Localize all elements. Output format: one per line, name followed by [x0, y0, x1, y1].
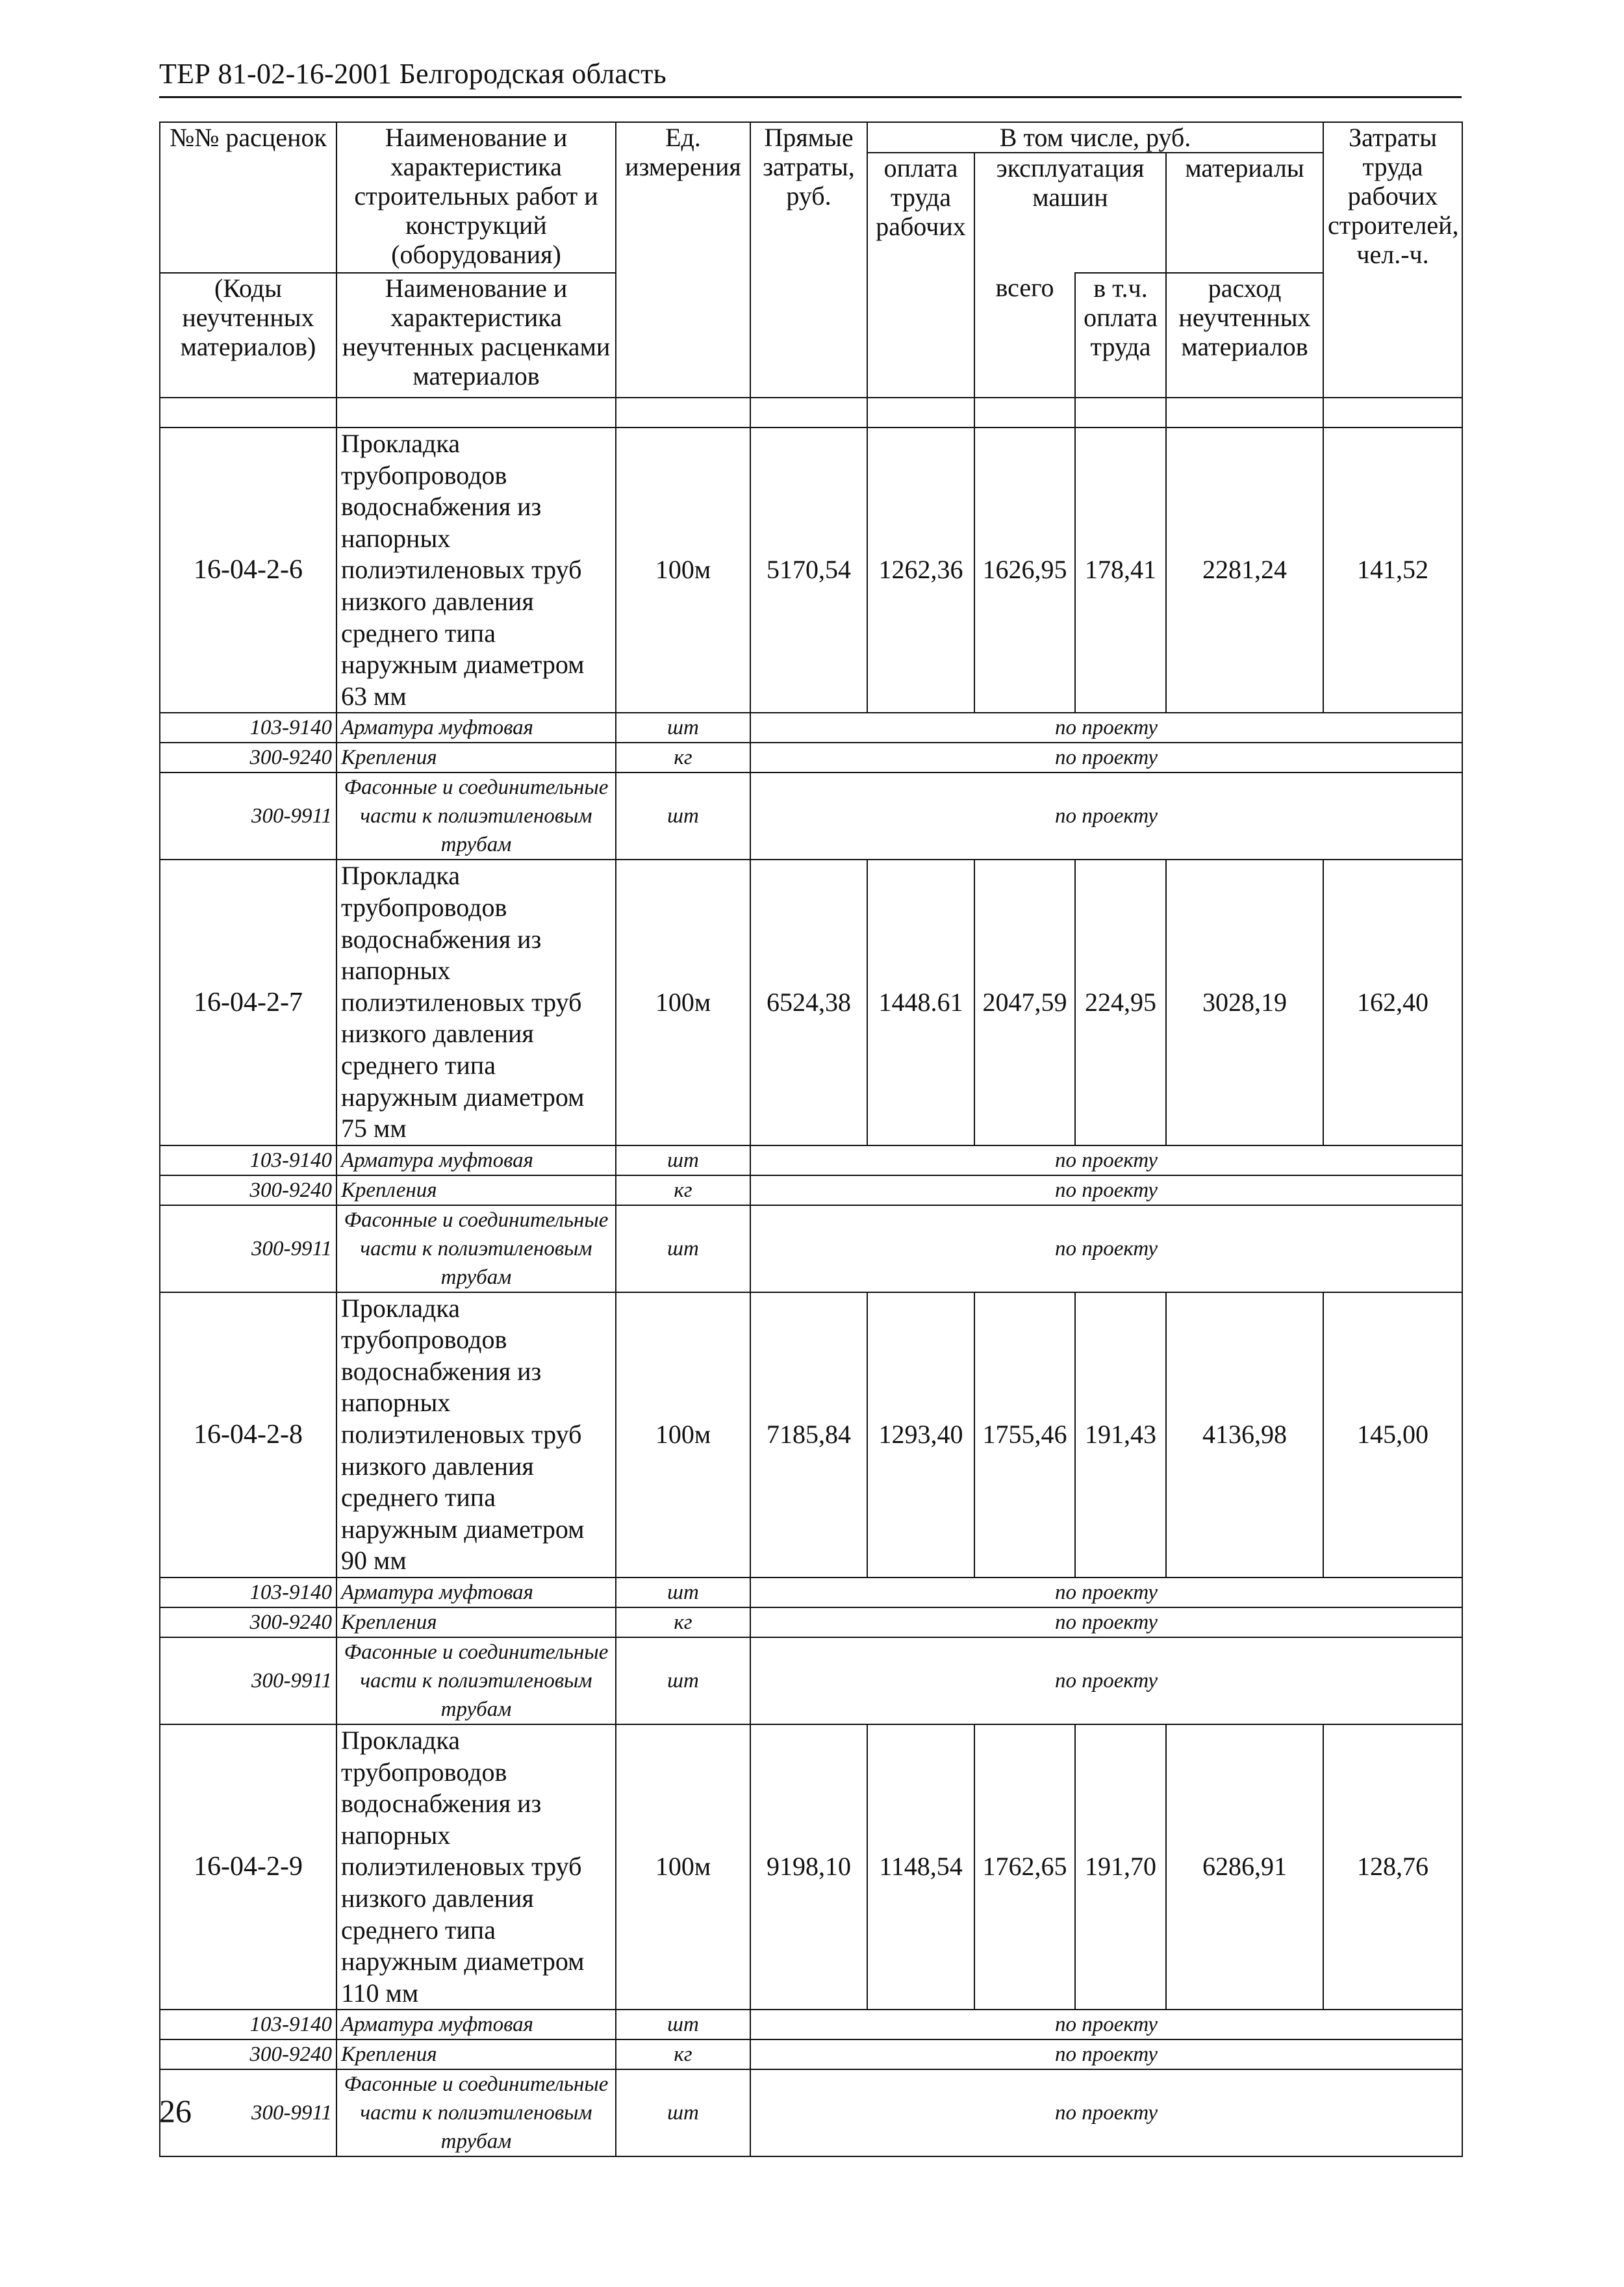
direct-cost: 6524,38 [750, 860, 867, 1145]
header-machines-total: всего [974, 273, 1075, 398]
machines-total: 1762,65 [974, 1724, 1075, 2010]
header-labor-hours: Затраты труда рабочих строителей, чел.-ч. [1323, 122, 1462, 398]
labor-pay: 1448.61 [867, 860, 974, 1145]
machines-labor-pay: 191,43 [1075, 1292, 1166, 1578]
labor-hours: 128,76 [1323, 1724, 1462, 2010]
material-name: Арматура муфтовая [336, 1145, 616, 1175]
material-unit: шт [616, 773, 750, 860]
material-name: Крепления [336, 1607, 616, 1637]
material-name: Крепления [336, 743, 616, 773]
header-unit: Ед. измерения [616, 122, 750, 398]
material-note: по проекту [750, 773, 1462, 860]
material-unit: шт [616, 1578, 750, 1607]
material-note: по проекту [750, 2039, 1462, 2069]
material-note: по проекту [750, 1607, 1462, 1637]
material-row [160, 2069, 1462, 2156]
material-name: Крепления [336, 2039, 616, 2069]
material-unit: кг [616, 1607, 750, 1637]
unit-cell: 100м [616, 1292, 750, 1578]
material-unit: шт [616, 1205, 750, 1292]
material-code: 103-9140 [160, 1145, 336, 1175]
labor-hours: 145,00 [1323, 1292, 1462, 1578]
unit-cell: 100м [616, 428, 750, 713]
material-name: Фасонные и соединительные части к полиэтиленовым трубам [336, 2069, 616, 2156]
materials-cost: 2281,24 [1166, 428, 1323, 713]
material-unit: шт [616, 1145, 750, 1175]
header-rule [159, 96, 1462, 98]
material-unit: кг [616, 2039, 750, 2069]
machines-total: 1755,46 [974, 1292, 1075, 1578]
material-row [160, 2039, 1462, 2069]
material-row [160, 1607, 1462, 1637]
rate-code: 16-04-2-7 [160, 860, 336, 1145]
material-name: Фасонные и соединительные части к полиэтиленовым трубам [336, 1205, 616, 1292]
material-row [160, 1175, 1462, 1205]
material-row [160, 743, 1462, 773]
header-machines-pay: в т.ч. оплата труда [1075, 273, 1166, 398]
material-unit: шт [616, 2010, 750, 2039]
unit-cell: 100м [616, 860, 750, 1145]
rate-code: 16-04-2-8 [160, 1292, 336, 1578]
material-name: Крепления [336, 1175, 616, 1205]
labor-pay: 1148,54 [867, 1724, 974, 2010]
materials-cost: 4136,98 [1166, 1292, 1323, 1578]
material-unit: шт [616, 2069, 750, 2156]
material-name: Фасонные и соединительные части к полиэтиленовым трубам [336, 773, 616, 860]
work-name: Прокладка трубопроводов водоснабжения из напорных полиэтиленовых труб низкого давления среднего типа наружным диаметром 110 мм [336, 1724, 616, 2010]
material-note: по проекту [750, 1175, 1462, 1205]
direct-cost: 7185,84 [750, 1292, 867, 1578]
machines-total: 1626,95 [974, 428, 1075, 713]
page-title: ТЕР 81-02-16-2001 Белгородская область [159, 58, 667, 90]
material-unit: кг [616, 743, 750, 773]
material-code: 300-9911 [160, 1637, 336, 1724]
labor-hours: 141,52 [1323, 428, 1462, 713]
rate-code: 16-04-2-6 [160, 428, 336, 713]
material-row [160, 1145, 1462, 1175]
page-number: 26 [159, 2093, 192, 2129]
labor-pay: 1262,36 [867, 428, 974, 713]
rate-code: 16-04-2-9 [160, 1724, 336, 2010]
unit-cell: 100м [616, 1724, 750, 2010]
material-note: по проекту [750, 1145, 1462, 1175]
material-code: 103-9140 [160, 2010, 336, 2039]
material-row [160, 1637, 1462, 1724]
material-code: 300-9240 [160, 1607, 336, 1637]
labor-hours: 162,40 [1323, 860, 1462, 1145]
material-code: 300-9240 [160, 1175, 336, 1205]
work-name: Прокладка трубопроводов водоснабжения из напорных полиэтиленовых труб низкого давления среднего типа наружным диаметром 63 мм [336, 428, 616, 713]
material-unit: шт [616, 1637, 750, 1724]
material-name: Арматура муфтовая [336, 2010, 616, 2039]
table-body [160, 398, 1462, 2156]
materials-cost: 6286,91 [1166, 1724, 1323, 2010]
work-name: Прокладка трубопроводов водоснабжения из напорных полиэтиленовых труб низкого давления среднего типа наружным диаметром 90 мм [336, 1292, 616, 1578]
material-name: Фасонные и соединительные части к полиэтиленовым трубам [336, 1637, 616, 1724]
table-row [160, 1292, 1462, 1578]
material-note: по проекту [750, 1637, 1462, 1724]
direct-cost: 5170,54 [750, 428, 867, 713]
material-code: 300-9911 [160, 2069, 336, 2156]
table-header [160, 122, 1462, 398]
material-code: 300-9240 [160, 743, 336, 773]
material-note: по проекту [750, 1578, 1462, 1607]
rates-table [159, 121, 1463, 2157]
direct-cost: 9198,10 [750, 1724, 867, 2010]
material-code: 103-9140 [160, 1578, 336, 1607]
material-note: по проекту [750, 1205, 1462, 1292]
header-materials: материалы [1166, 153, 1323, 273]
header-machines: эксплуатация машин [974, 153, 1166, 273]
labor-pay: 1293,40 [867, 1292, 974, 1578]
header-name: Наименование и характеристика строительных работ и конструкций (оборудования) [336, 122, 616, 273]
material-unit: кг [616, 1175, 750, 1205]
material-row [160, 2010, 1462, 2039]
material-code: 103-9140 [160, 713, 336, 743]
material-note: по проекту [750, 743, 1462, 773]
header-direct: Прямые затраты, руб. [750, 122, 867, 398]
header-rates: №№ расценок [160, 122, 336, 273]
material-note: по проекту [750, 2010, 1462, 2039]
material-note: по проекту [750, 713, 1462, 743]
machines-total: 2047,59 [974, 860, 1075, 1145]
table-row [160, 428, 1462, 713]
header-including: В том числе, руб. [867, 122, 1323, 153]
material-name: Арматура муфтовая [336, 713, 616, 743]
machines-labor-pay: 224,95 [1075, 860, 1166, 1145]
table-row [160, 1724, 1462, 2010]
material-code: 300-9911 [160, 773, 336, 860]
material-row [160, 713, 1462, 743]
materials-cost: 3028,19 [1166, 860, 1323, 1145]
material-code: 300-9240 [160, 2039, 336, 2069]
header-name-alt: Наименование и характеристика неучтенных расценками материалов [336, 273, 616, 398]
machines-labor-pay: 191,70 [1075, 1724, 1166, 2010]
material-name: Арматура муфтовая [336, 1578, 616, 1607]
header-materials-alt: расход неучтенных материалов [1166, 273, 1323, 398]
material-code: 300-9911 [160, 1205, 336, 1292]
header-labor-pay: оплата труда рабочих [867, 153, 974, 398]
table-row [160, 860, 1462, 1145]
material-row [160, 1578, 1462, 1607]
header-gap-row [160, 398, 1462, 428]
material-note: по проекту [750, 2069, 1462, 2156]
machines-labor-pay: 178,41 [1075, 428, 1166, 713]
material-unit: шт [616, 713, 750, 743]
material-row [160, 1205, 1462, 1292]
work-name: Прокладка трубопроводов водоснабжения из напорных полиэтиленовых труб низкого давления среднего типа наружным диаметром 75 мм [336, 860, 616, 1145]
header-rates-alt: (Коды неучтенных материалов) [160, 273, 336, 398]
material-row [160, 773, 1462, 860]
